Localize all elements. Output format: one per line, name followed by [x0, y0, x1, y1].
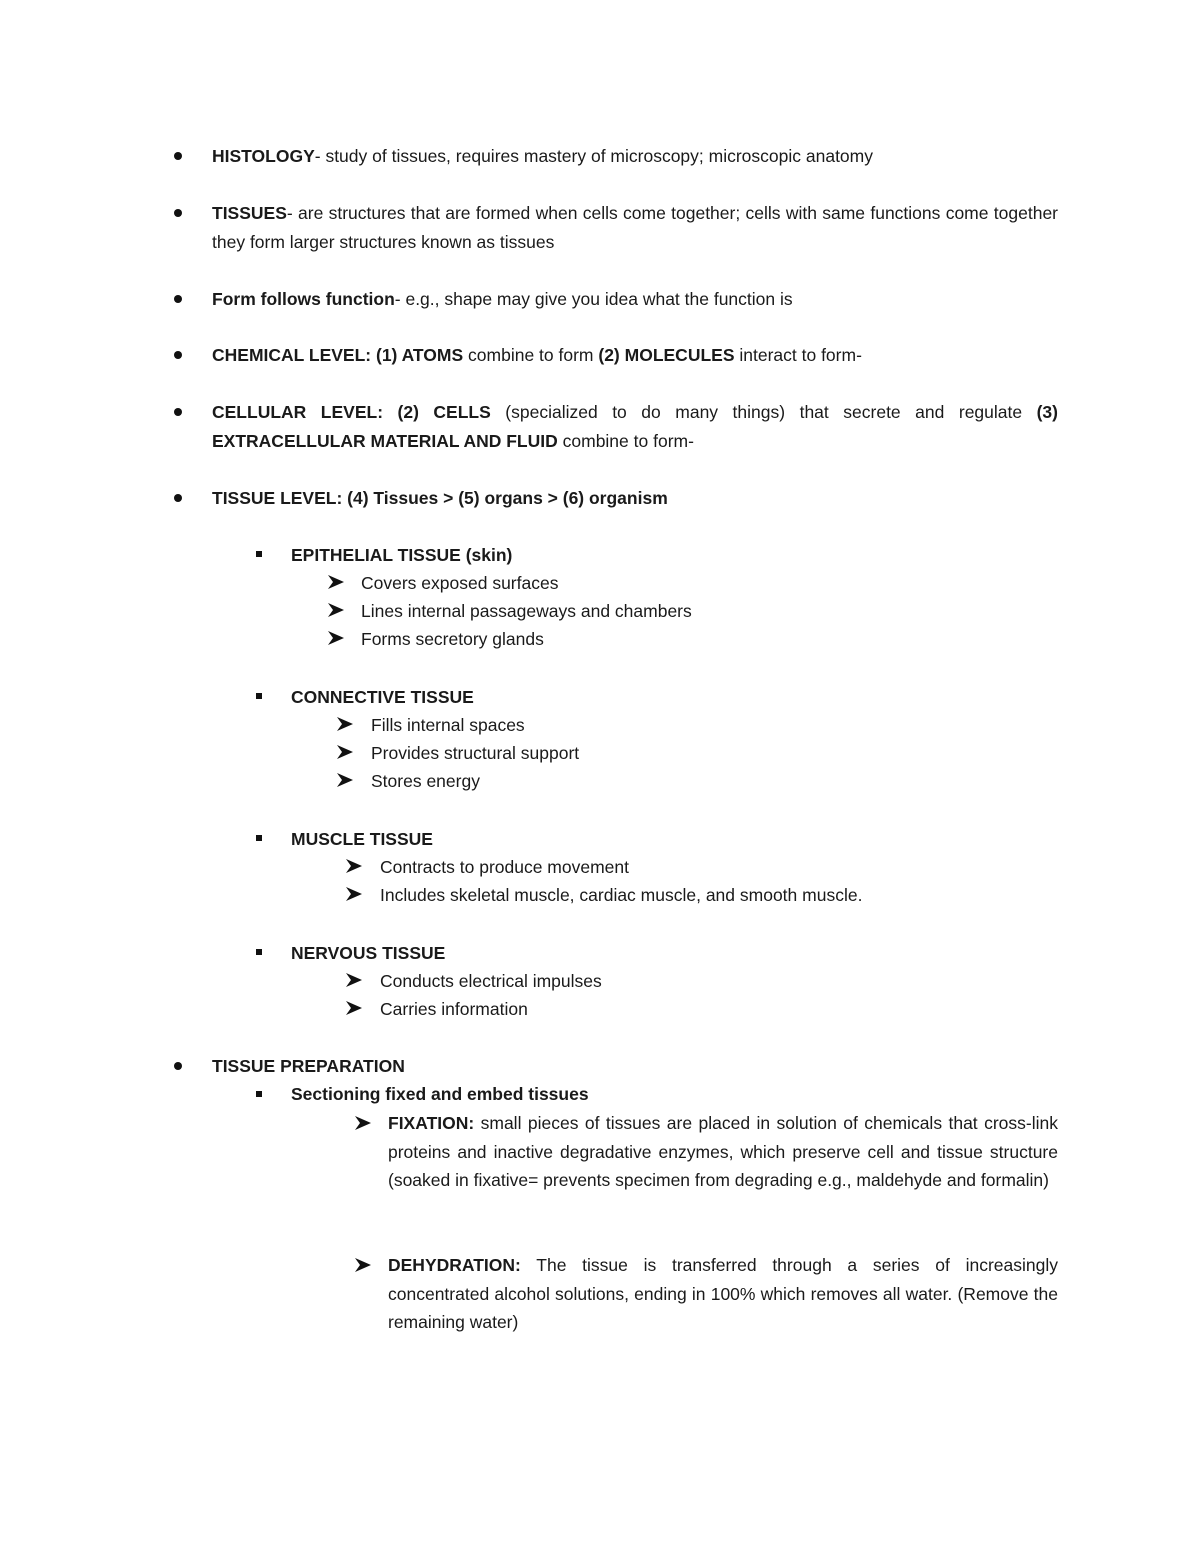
item-text: - study of tissues, requires mastery of microscopy; microscopic anatomy: [314, 146, 873, 166]
tissue-title-muscle: MUSCLE TISSUE: [291, 829, 433, 849]
item-term: TISSUES: [212, 203, 287, 223]
item-histology: [212, 142, 873, 171]
item-term: Form follows function: [212, 289, 395, 309]
arrow-bullet-icon: [336, 716, 354, 732]
step-term: FIXATION:: [388, 1113, 475, 1133]
tissue-title-nervous: NERVOUS TISSUE: [291, 943, 446, 963]
tissue-point: Forms secretory glands: [361, 629, 544, 649]
bullet-square-icon: [256, 1091, 262, 1097]
tissue-point: Lines internal passageways and chambers: [361, 601, 692, 621]
arrow-bullet-icon: [345, 972, 363, 988]
item-text: - e.g., shape may give you idea what the function is: [394, 289, 793, 309]
arrow-bullet-icon: [327, 602, 345, 618]
bullet-dot-icon: [174, 1062, 182, 1070]
item-term: (2) MOLECULES: [598, 345, 735, 365]
arrow-bullet-icon: [345, 858, 363, 874]
preparation-subtitle: Sectioning fixed and embed tissues: [291, 1084, 589, 1104]
arrow-bullet-icon: [354, 1115, 372, 1131]
item-text: combine to form-: [557, 430, 694, 451]
item-term: CELLULAR LEVEL: (2) CELLS: [212, 402, 491, 422]
item-text: (specialized to do many things) that secrete and regulate: [490, 402, 1037, 422]
bullet-dot-icon: [174, 152, 182, 160]
step-text: The tissue is transferred through a series of increasingly concentrated alcohol solutions, ending in 100% which removes all water. (Remove the remaining water): [388, 1255, 1058, 1332]
tissue-point: Fills internal spaces: [371, 715, 525, 735]
bullet-dot-icon: [174, 351, 182, 359]
preparation-title: TISSUE PREPARATION: [212, 1056, 405, 1076]
tissue-point: Provides structural support: [371, 743, 580, 763]
bullet-dot-icon: [174, 295, 182, 303]
item-form-follows-function: [212, 285, 793, 314]
tissue-point: Covers exposed surfaces: [361, 573, 559, 593]
tissue-point: Contracts to produce movement: [380, 857, 630, 877]
arrow-bullet-icon: [345, 886, 363, 902]
item-chemical-level: [212, 341, 862, 370]
arrow-bullet-icon: [336, 744, 354, 760]
tissue-point: Conducts electrical impulses: [380, 971, 602, 991]
step-dehydration: [388, 1251, 1058, 1337]
tissue-title-epithelial: EPITHELIAL TISSUE (skin): [291, 545, 513, 565]
item-text: combine to form: [463, 345, 599, 365]
item-term: CHEMICAL LEVEL: (1) ATOMS: [212, 345, 464, 365]
step-text: small pieces of tissues are placed in solution of chemicals that cross-link proteins and inactive degradative enzymes, which preserve cell and tissue structure (soaked in fixative= prevents specimen from degrading e.g., maldehyde and formalin): [388, 1113, 1058, 1190]
bullet-dot-icon: [174, 209, 182, 217]
arrow-bullet-icon: [354, 1257, 372, 1273]
tissue-point: Carries information: [380, 999, 528, 1019]
arrow-bullet-icon: [345, 1000, 363, 1016]
item-term: TISSUE LEVEL: (4) Tissues > (5) organs > (6) organism: [212, 488, 668, 508]
bullet-square-icon: [256, 693, 262, 699]
tissue-title-connective: CONNECTIVE TISSUE: [291, 687, 474, 707]
arrow-bullet-icon: [327, 630, 345, 646]
step-term: DEHYDRATION:: [388, 1255, 521, 1275]
arrow-bullet-icon: [327, 574, 345, 590]
item-tissues: [212, 199, 1058, 256]
bullet-dot-icon: [174, 408, 182, 416]
arrow-bullet-icon: [336, 772, 354, 788]
item-tissue-level: [212, 484, 668, 513]
item-term: (3) EXTRACELLULAR MATERIAL AND FLUID: [212, 402, 1058, 451]
bullet-square-icon: [256, 551, 262, 557]
bullet-square-icon: [256, 949, 262, 955]
tissue-point: Includes skeletal muscle, cardiac muscle, and smooth muscle.: [380, 885, 863, 905]
item-text: - are structures that are formed when cells come together; cells with same functions come together they form larger structures known as tissues: [212, 203, 1058, 252]
tissue-point: Stores energy: [371, 771, 480, 791]
bullet-square-icon: [256, 835, 262, 841]
step-fixation: [388, 1109, 1058, 1195]
item-cellular-level: [212, 398, 1058, 455]
item-term: HISTOLOGY: [212, 146, 315, 166]
item-text: interact to form-: [734, 345, 862, 365]
bullet-dot-icon: [174, 494, 182, 502]
